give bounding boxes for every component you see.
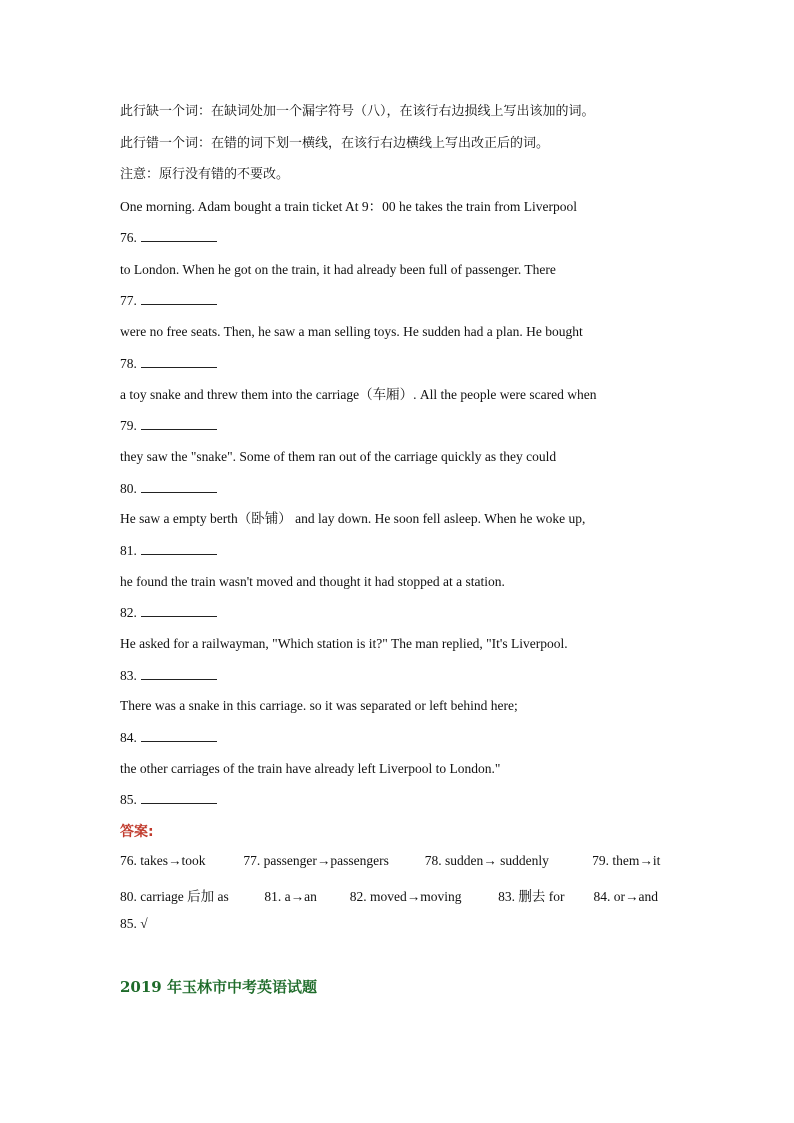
blank-number: 85. <box>120 792 137 807</box>
answer-blank-80[interactable] <box>141 480 217 493</box>
answer-item: 83. 删去 for <box>498 889 565 904</box>
passage-line-85: the other carriages of the train have already left Liverpool to London." <box>120 761 501 776</box>
passage-line-78: were no free seats. Then, he saw a man selling toys. He sudden had a plan. He bought <box>120 324 583 339</box>
passage-line-81: He saw a empty berth（卧铺） and lay down. He soon fell asleep. When he woke up, <box>120 511 586 526</box>
answer-item: 81. a→an <box>264 889 317 904</box>
instruction-line-2: 此行错一个词：在错的词下划一横线，在该行右边横线上写出改正后的词。 <box>120 136 550 151</box>
answer-item: 85. √ <box>120 916 148 931</box>
answer-blank-76[interactable] <box>141 229 217 242</box>
answer-blank-row-85 <box>120 791 217 809</box>
answer-blank-row-76 <box>120 229 217 247</box>
passage-line-80: they saw the "snake". Some of them ran out of the carriage quickly as they could <box>120 449 557 464</box>
passage-line-82: he found the train wasn't moved and thought it had stopped at a station. <box>120 574 505 589</box>
answer-row-1 <box>120 853 660 869</box>
answer-blank-83[interactable] <box>141 667 217 680</box>
blank-number: 83. <box>120 668 137 683</box>
answer-blank-row-77 <box>120 292 217 310</box>
blank-number: 79. <box>120 418 137 433</box>
answer-blank-row-84 <box>120 729 217 747</box>
answer-item: 82. moved→moving <box>349 889 462 904</box>
answer-row-2 <box>120 885 658 905</box>
blank-number: 81. <box>120 543 137 558</box>
answer-blank-85[interactable] <box>141 791 217 804</box>
answer-blank-row-82 <box>120 604 217 622</box>
answer-blank-row-80 <box>120 480 217 498</box>
answer-blank-row-79 <box>120 417 217 435</box>
passage-line-79: a toy snake and threw them into the carriage（车厢）. All the people were scared when <box>120 387 597 402</box>
answer-blank-77[interactable] <box>141 292 217 305</box>
blank-number: 84. <box>120 730 137 745</box>
answer-heading: 答案: <box>120 824 154 840</box>
section-title: 2019 年玉林市中考英语试题 <box>120 978 317 996</box>
answer-row-3 <box>120 916 148 932</box>
answer-item: 79. them→it <box>592 853 661 868</box>
passage-line-77: to London. When he got on the train, it had already been full of passenger. There <box>120 262 556 277</box>
answer-blank-84[interactable] <box>141 729 217 742</box>
passage-line-83: He asked for a railwayman, "Which station is it?" The man replied, "It's Liverpool. <box>120 636 568 651</box>
answer-item: 78. sudden→ suddenly <box>424 853 549 868</box>
blank-number: 76. <box>120 230 137 245</box>
blank-number: 78. <box>120 356 137 371</box>
instruction-line-3: 注意：原行没有错的不要改。 <box>120 167 290 182</box>
answer-item: 76. takes→took <box>120 853 206 868</box>
answer-blank-79[interactable] <box>141 417 217 430</box>
answer-blank-78[interactable] <box>141 355 217 368</box>
answer-item: 84. or→and <box>593 889 658 904</box>
blank-number: 77. <box>120 293 137 308</box>
passage-line-84: There was a snake in this carriage. so it was separated or left behind here; <box>120 698 518 713</box>
answer-blank-row-83 <box>120 667 217 685</box>
answer-blank-81[interactable] <box>141 542 217 555</box>
answer-blank-82[interactable] <box>141 604 217 617</box>
answer-item: 77. passenger→passengers <box>243 853 389 868</box>
blank-number: 80. <box>120 481 137 496</box>
blank-number: 82. <box>120 605 137 620</box>
passage-line-76: One morning. Adam bought a train ticket At 9：00 he takes the train from Liverpool <box>120 199 578 214</box>
instruction-line-1: 此行缺一个词：在缺词处加一个漏字符号（八），在该行右边损线上写出该加的词。 <box>120 104 595 119</box>
answer-blank-row-81 <box>120 542 217 560</box>
answer-item: 80. carriage 后加 as <box>120 889 229 904</box>
answer-blank-row-78 <box>120 355 217 373</box>
